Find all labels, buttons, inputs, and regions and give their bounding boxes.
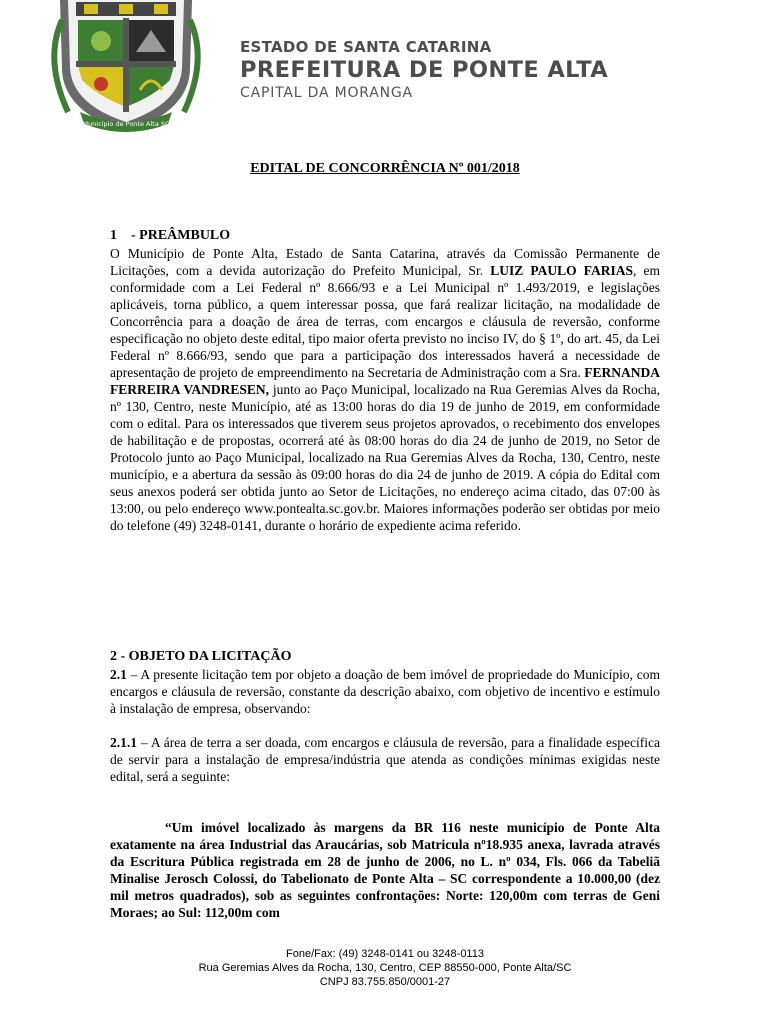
section-objeto [110,648,660,921]
prefeitura-name: PREFEITURA DE PONTE ALTA [240,57,609,83]
preambulo-heading: 1 - PREÂMBULO [110,228,231,243]
footer-phone: Fone/Fax: (49) 3248-0141 ou 3248-0113 [286,948,484,960]
clause-2-1-1-number: 2.1.1 [110,735,137,750]
state-name: ESTADO DE SANTA CATARINA [240,38,492,56]
footer-cnpj: CNPJ 83.755.850/0001-27 [319,976,451,988]
clause-2-1-text: – A presente licitação tem por objeto a doação de bem imóvel de propriedade do Município, com encargos e cláusula de reversão, constante da descrição abaixo, com objetivo de incentivo e estímulo à instalação de empresa, observando: [110,667,660,716]
prefeito-name: LUIZ PAULO FARIAS [490,263,633,278]
secretaria-name: FERNANDA FERREIRA VANDRESEN, [110,365,660,397]
preambulo-text-c: junto ao Paço Municipal, localizado na Rua Geremias Alves da Rocha, nº 130, Centro, neste Município, até as 13:00 horas do dia 19 de junho de 2019, em conformidade com o edital. Para os interessados que tiverem seus projetos aprovados, o recebimento dos envelopes de habilitação e de propostas, ocorrerá até às 08:00 horas do dia 24 de junho de 2019, no Setor de Protocolo junto ao Paço Municipal, localizado na Rua Geremias Alves da Rocha, 130, Centro, neste município, e a abertura da sessão às 09:00 horas do dia 24 de junho de 2019. A cópia do Edital com seus anexos poderá ser obtida junto ao Setor de Licitações, no endereço acima citado, das 07:00 às 13:00, ou pelo endereço www.pontealta.sc.gov.br. Maiores informações poderão ser obtidas por meio do telefone (49) 3248-0141, durante o horário de expediente acima referido. [110,382,660,533]
clause-2-1-number: 2.1 [110,667,127,682]
property-description-quote: “Um imóvel localizado às margens da BR 116 neste município de Ponte Alta exatamente na área Industrial das Araucárias, sob Matricula nº18.935 anexa, lavrada através da Escritura Pública registrada em 28 de junho de 2006, no L. nº 034, Fls. 066 da Tabeliã Minalise Jerosch Colossi, do Tabelionato de Ponte Alta – SC correspondente a 10.000,00 (dez mil metros quadrados), sob as seguintes confrontações: Norte: 120,00m com terras de Geni Moraes; ao Sul: 112,00m com [110,820,660,920]
page-footer [0,947,770,989]
capital-slogan: CAPITAL DA MORANGA [240,85,413,101]
letterhead-text [240,38,608,102]
clause-2-1-1-text: – A área de terra a ser doada, com encargos e cláusula de reversão, para a finalidade específica de servir para a instalação de empresa/indústria que atenda as condições mínimas exigidas neste edital, será a seguinte: [110,735,660,784]
objeto-heading: 2 - OBJETO DA LICITAÇÃO [110,649,292,664]
clause-2-1 [110,666,660,717]
preambulo-paragraph [110,245,660,534]
footer-address: Rua Geremias Alves da Rocha, 130, Centro, CEP 88550-000, Ponte Alta/SC [198,962,572,974]
preambulo-text-b: , em conformidade com a Lei Federal nº 8.666/93 e a Lei Municipal nº 1.493/2019, e legislações aplicáveis, torna público, a quem interessar possa, que fará realizar licitação, na modalidade de Concorrência para a doação de área de terras, com encargos e cláusula de reversão, conforme especificação no objeto deste edital, tipo maior oferta previsto no inciso IV, do § 1º, do art. 45, da Lei Federal nº 8.666/93, sendo que para a participação dos interessados haverá a necessidade de apresentação de projeto de empreendimento na Secretaria de Administração com a Sra. [110,263,660,380]
section-preambulo [110,227,660,534]
letterhead [0,0,770,140]
crest-ribbon-text: Município de Ponte Alta SC [82,120,170,128]
preambulo-text-a: O Município de Ponte Alta, Estado de Santa Catarina, através da Comissão Permanente de Licitações, com a devida autorização do Prefeito Municipal, Sr. [110,246,660,278]
clause-2-1-1 [110,734,660,785]
municipal-crest-icon [40,0,212,140]
document-title: EDITAL DE CONCORRÊNCIA Nº 001/2018 [250,161,520,176]
